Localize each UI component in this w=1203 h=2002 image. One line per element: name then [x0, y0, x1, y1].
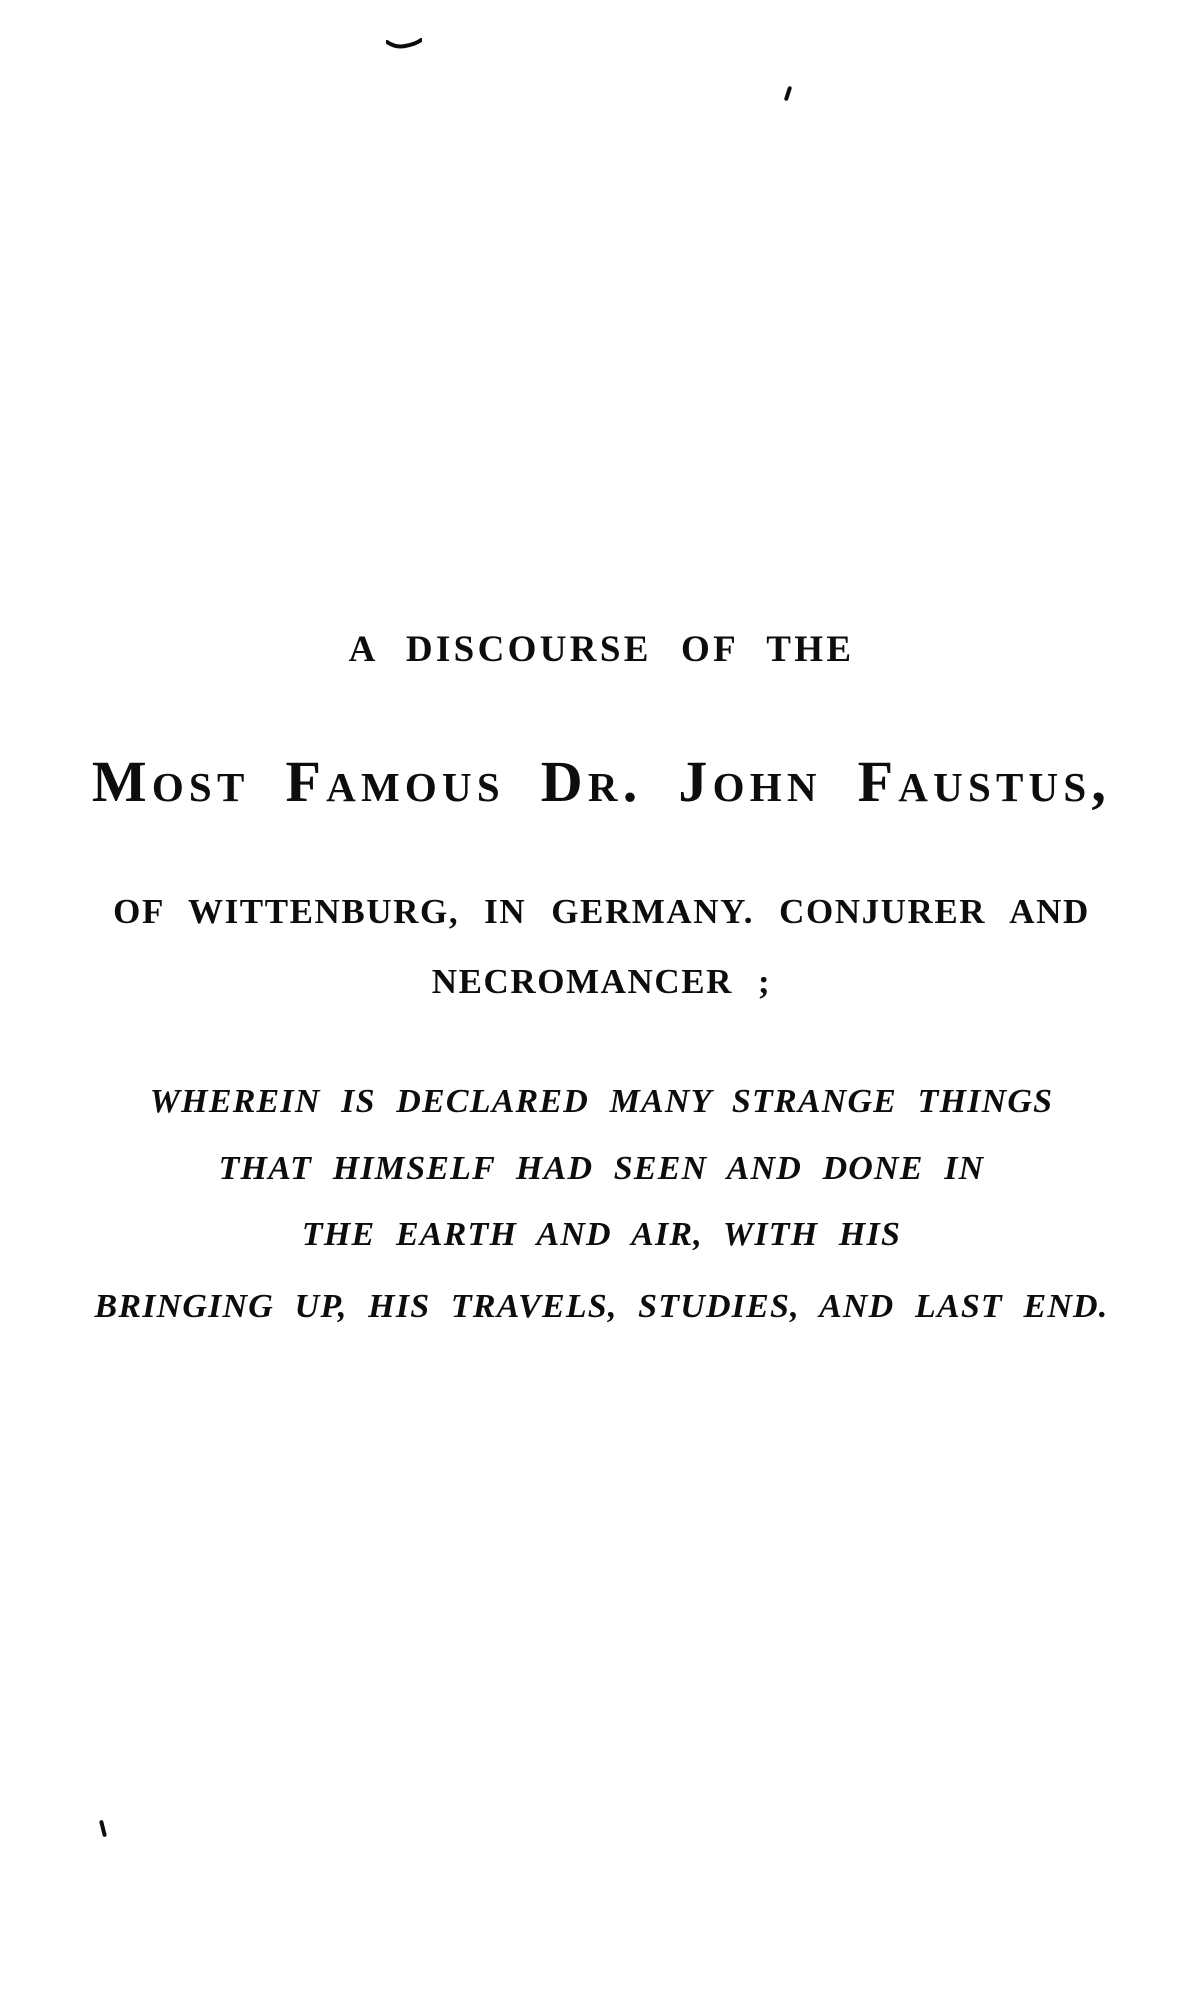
description-line: THAT HIMSELF HAD SEEN AND DONE IN: [218, 1150, 985, 1187]
slash-ink-speck-icon: [784, 86, 792, 102]
subtitle-line-2: NECROMANCER ;: [431, 962, 772, 1001]
backslash-ink-speck-icon: [99, 1820, 107, 1837]
description-line: THE EARTH AND AIR, WITH HIS: [301, 1216, 902, 1253]
subtitle-line-1: OF WITTENBURG, IN GERMANY. CONJURER AND: [113, 892, 1090, 931]
curved-ink-dash-icon: [386, 38, 422, 50]
half-title: A DISCOURSE OF THE: [348, 629, 855, 670]
description-line: WHEREIN IS DECLARED MANY STRANGE THINGS: [149, 1083, 1054, 1120]
main-title: Most Famous Dr. John Faustus,: [91, 749, 1112, 814]
description-line: BRINGING UP, HIS TRAVELS, STUDIES, AND LAST END.: [94, 1288, 1109, 1325]
